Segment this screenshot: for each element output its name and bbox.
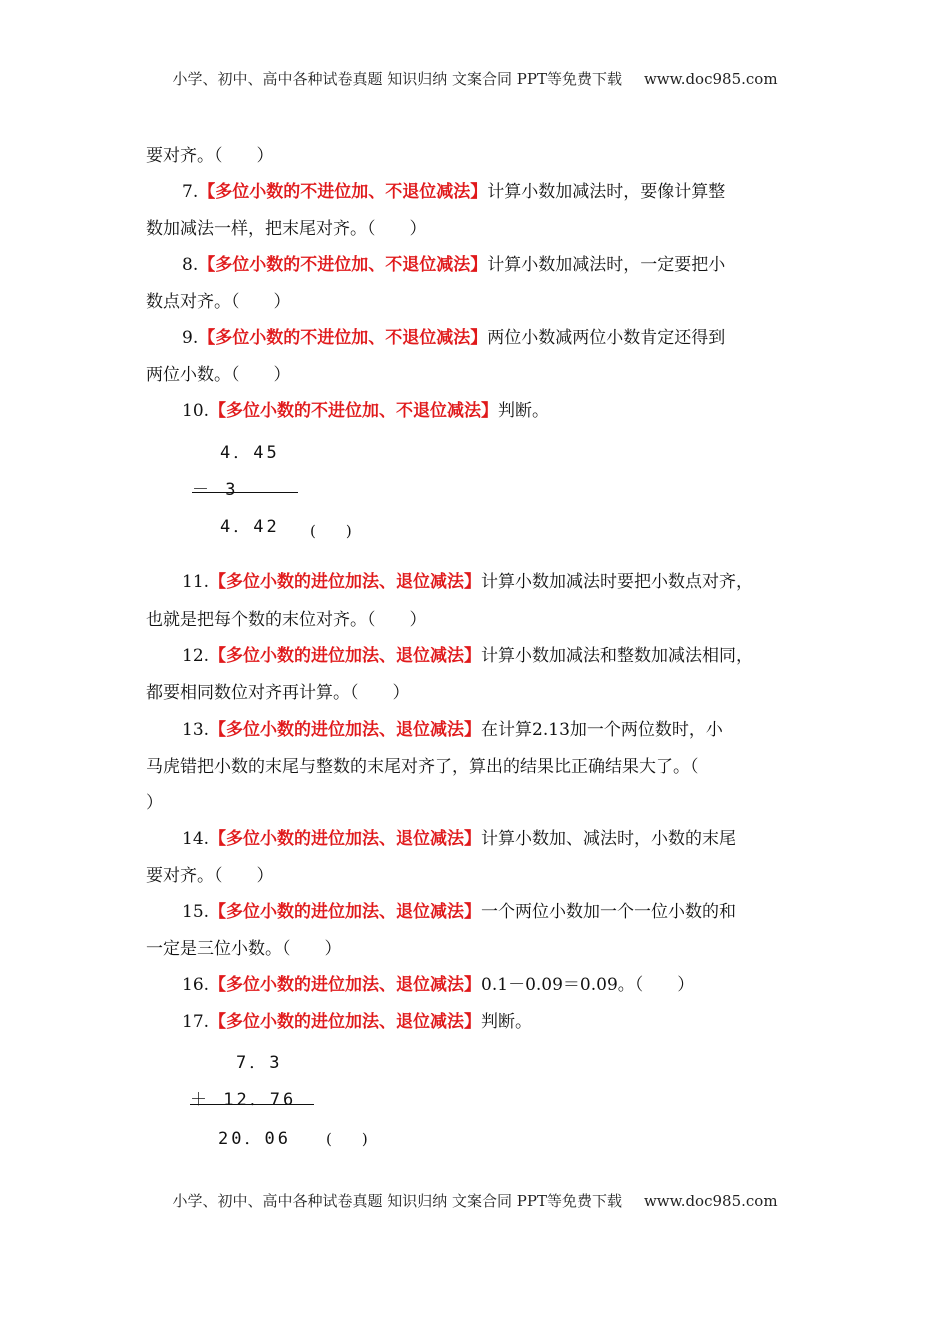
question-13-cont2: ） xyxy=(146,793,163,813)
question-13 xyxy=(182,718,814,742)
question-text: 在计算2.13加一个两位数时，小 xyxy=(481,720,723,740)
question-text: 计算小数加减法时要把小数点对齐， xyxy=(481,572,754,592)
topic-tag: 【多位小数的不进位加、不退位减法】 xyxy=(198,328,488,348)
question-number: 16. xyxy=(182,975,210,995)
question-number: 8. xyxy=(182,255,199,275)
question-number: 9. xyxy=(182,328,199,348)
question-7 xyxy=(182,180,814,204)
header-site[interactable]: www.doc985.com xyxy=(643,70,778,88)
topic-tag: 【多位小数的进位加法、退位减法】 xyxy=(209,902,482,922)
topic-tag: 【多位小数的进位加法、退位减法】 xyxy=(209,572,482,592)
question-14-cont: 要对齐。（ ） xyxy=(146,866,274,886)
calc17-rule xyxy=(190,1104,314,1105)
question-9 xyxy=(182,326,814,350)
page-header xyxy=(0,68,950,89)
calc10-answer-blank[interactable]: ( ) xyxy=(310,522,352,540)
question-text: 计算小数加减法时，一定要把小 xyxy=(487,255,726,275)
question-12 xyxy=(182,644,814,668)
question-number: 10. xyxy=(182,401,210,421)
calc10-result: 4．42 xyxy=(220,517,280,537)
question-7-cont: 数加减法一样，把末尾对齐。（ ） xyxy=(146,219,427,239)
question-number: 7. xyxy=(182,182,199,202)
topic-tag: 【多位小数的进位加法、退位减法】 xyxy=(209,720,482,740)
question-17 xyxy=(182,1010,814,1034)
question-12-cont: 都要相同数位对齐再计算。（ ） xyxy=(146,683,410,703)
question-15 xyxy=(182,900,814,924)
question-text: 计算小数加减法和整数加减法相同， xyxy=(481,646,754,666)
question-number: 14. xyxy=(182,829,210,849)
calc10-operand: － 3 xyxy=(192,480,239,500)
question-number: 17. xyxy=(182,1012,210,1032)
topic-tag: 【多位小数的进位加法、退位减法】 xyxy=(209,1012,482,1032)
question-text: 计算小数加、减法时，小数的末尾 xyxy=(481,829,737,849)
question-10 xyxy=(182,399,814,423)
topic-tag: 【多位小数的不进位加、不退位减法】 xyxy=(209,401,499,421)
continuation-line: 要对齐。（ ） xyxy=(146,146,274,166)
question-8-cont: 数点对齐。（ ） xyxy=(146,292,291,312)
topic-tag: 【多位小数的进位加法、退位减法】 xyxy=(209,646,482,666)
question-text: 计算小数加减法时，要像计算整 xyxy=(487,182,726,202)
calc17-answer-blank[interactable]: ( ) xyxy=(326,1130,368,1148)
question-text: 判断。 xyxy=(481,1012,533,1032)
question-16 xyxy=(182,973,814,997)
question-14 xyxy=(182,827,814,851)
question-number: 12. xyxy=(182,646,210,666)
calc10-rule xyxy=(192,492,298,493)
header-text: 小学、初中、高中各种试卷真题 知识归纳 文案合同 PPT等免费下载 xyxy=(172,70,622,88)
question-9-cont: 两位小数。（ ） xyxy=(146,365,291,385)
footer-text: 小学、初中、高中各种试卷真题 知识归纳 文案合同 PPT等免费下载 xyxy=(172,1192,622,1210)
question-11-cont: 也就是把每个数的末位对齐。（ ） xyxy=(146,610,427,630)
topic-tag: 【多位小数的不进位加、不退位减法】 xyxy=(198,255,488,275)
topic-tag: 【多位小数的进位加法、退位减法】 xyxy=(209,829,482,849)
topic-tag: 【多位小数的进位加法、退位减法】 xyxy=(209,975,482,995)
question-15-cont: 一定是三位小数。（ ） xyxy=(146,939,342,959)
calc17-operand: ＋ 12．76 xyxy=(190,1090,297,1110)
question-8 xyxy=(182,253,814,277)
question-number: 13. xyxy=(182,720,210,740)
question-11 xyxy=(182,570,814,594)
calc17-result: 20．06 xyxy=(218,1129,291,1149)
topic-tag: 【多位小数的不进位加、不退位减法】 xyxy=(198,182,488,202)
question-text: 两位小数减两位小数肯定还得到 xyxy=(487,328,726,348)
calc17-top: 7．3 xyxy=(236,1053,283,1073)
question-text: 一个两位小数加一个一位小数的和 xyxy=(481,902,737,922)
question-text: 0.1－0.09＝0.09。（ ） xyxy=(481,975,695,995)
footer-site[interactable]: www.doc985.com xyxy=(643,1192,778,1210)
question-text: 判断。 xyxy=(498,401,550,421)
page-footer xyxy=(0,1190,950,1211)
question-13-cont: 马虎错把小数的末尾与整数的末尾对齐了，算出的结果比正确结果大了。（ xyxy=(146,757,699,777)
question-number: 15. xyxy=(182,902,210,922)
question-number: 11. xyxy=(182,572,210,592)
calc10-top: 4．45 xyxy=(220,443,280,463)
